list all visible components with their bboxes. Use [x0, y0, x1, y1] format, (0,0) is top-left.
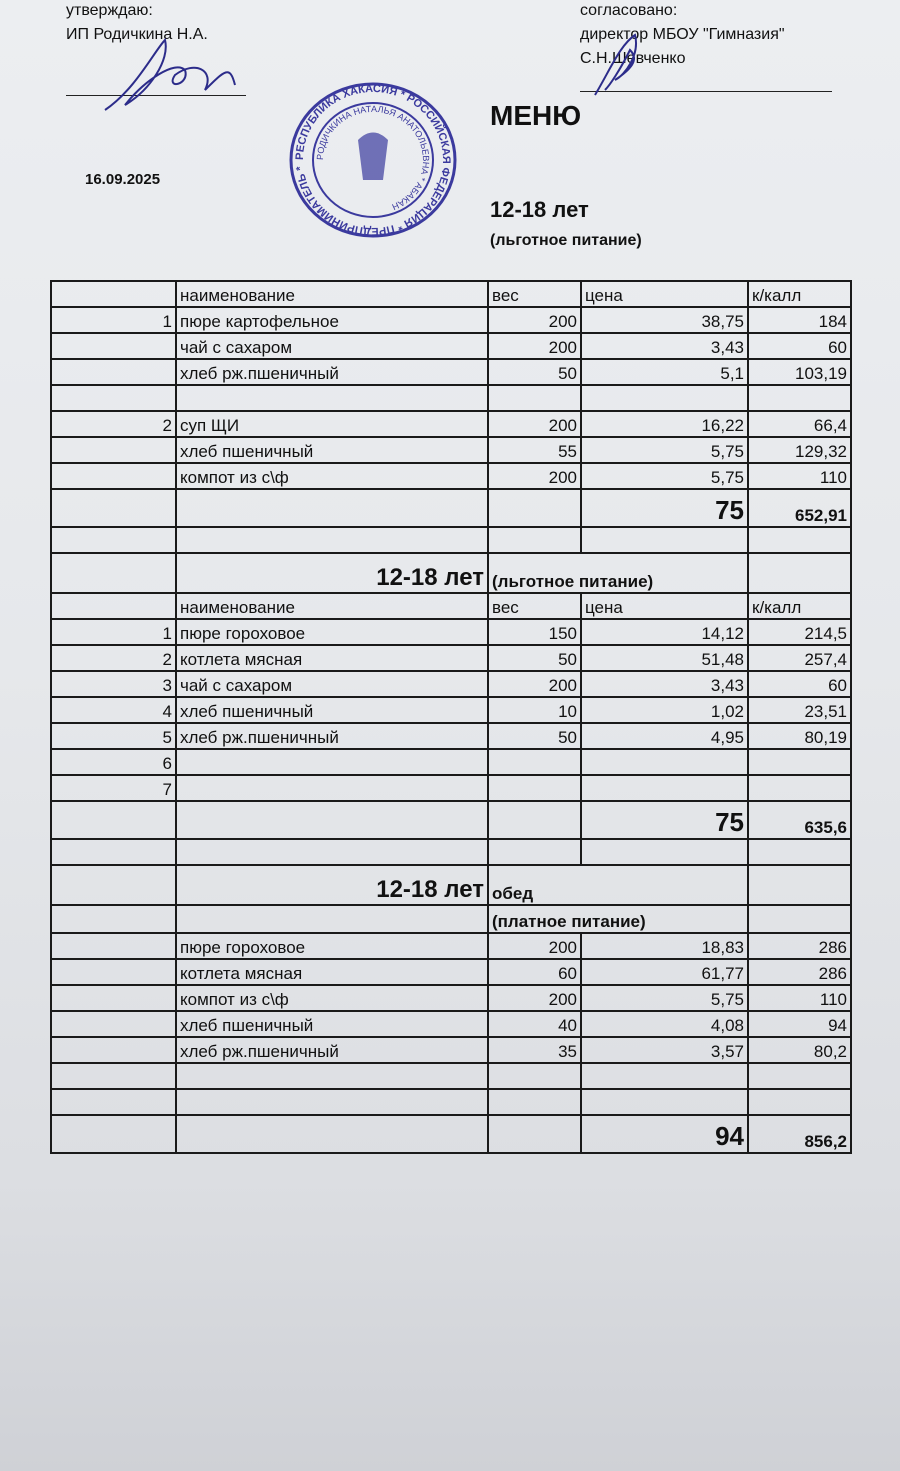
item-name: хлеб пшеничный	[176, 437, 488, 463]
table-row	[51, 671, 851, 697]
item-kcal: 129,32	[748, 437, 851, 463]
item-price: 14,12	[581, 619, 748, 645]
item-kcal: 60	[748, 671, 851, 697]
item-number: 2	[51, 411, 176, 437]
item-number	[51, 385, 176, 411]
official-stamp	[278, 80, 468, 240]
item-number	[51, 1089, 176, 1115]
item-kcal: 94	[748, 1011, 851, 1037]
item-kcal: 110	[748, 463, 851, 489]
item-weight	[488, 527, 581, 553]
item-name: хлеб рж.пшеничный	[176, 1037, 488, 1063]
agreed-signature	[590, 30, 650, 100]
item-name: компот из с\ф	[176, 463, 488, 489]
item-weight: 50	[488, 359, 581, 385]
menu-date: 16.09.2025	[85, 171, 161, 188]
item-kcal: 184	[748, 307, 851, 333]
item-weight	[488, 775, 581, 801]
item-name: пюре картофельное	[176, 307, 488, 333]
item-name: чай с сахаром	[176, 671, 488, 697]
agreed-name: С.Н.Шевченко	[580, 50, 686, 67]
item-kcal: 80,2	[748, 1037, 851, 1063]
table-row	[51, 905, 851, 933]
table-row	[51, 749, 851, 775]
item-kcal: к/калл	[748, 593, 851, 619]
item-price: цена	[581, 281, 748, 307]
menu-table	[50, 280, 852, 1154]
item-name	[176, 775, 488, 801]
item-weight	[488, 839, 581, 865]
item-name: хлеб пшеничный	[176, 1011, 488, 1037]
item-number	[51, 959, 176, 985]
item-number	[51, 865, 176, 905]
item-number	[51, 985, 176, 1011]
item-number	[51, 463, 176, 489]
item-weight: вес	[488, 593, 581, 619]
table-row	[51, 1011, 851, 1037]
item-name: компот из с\ф	[176, 985, 488, 1011]
item-kcal: 110	[748, 985, 851, 1011]
item-weight: 200	[488, 985, 581, 1011]
item-weight: 200	[488, 333, 581, 359]
item-kcal	[748, 905, 851, 933]
table-row	[51, 333, 851, 359]
item-price: 18,83	[581, 933, 748, 959]
item-name	[176, 839, 488, 865]
item-weight: 10	[488, 697, 581, 723]
item-price	[581, 749, 748, 775]
item-kcal: 103,19	[748, 359, 851, 385]
item-number	[51, 1063, 176, 1089]
table-header-row	[51, 593, 851, 619]
table-header-row	[51, 281, 851, 307]
item-price: 16,22	[581, 411, 748, 437]
meal-type: (льготное питание)	[490, 232, 642, 249]
item-weight: 50	[488, 645, 581, 671]
table-row	[51, 463, 851, 489]
item-name: наименование	[176, 281, 488, 307]
section-note: обед	[488, 865, 748, 905]
table-row	[51, 619, 851, 645]
item-weight	[488, 385, 581, 411]
item-kcal	[748, 865, 851, 905]
table-row	[51, 437, 851, 463]
svg-text:РОДИЧКИНА НАТАЛЬЯ АНАТОЛЬЕВНА: РОДИЧКИНА НАТАЛЬЯ АНАТОЛЬЕВНА * АБАКАН	[314, 103, 432, 213]
item-weight	[488, 1115, 581, 1153]
item-name	[176, 1115, 488, 1153]
item-price: 3,43	[581, 333, 748, 359]
table-row	[51, 1089, 851, 1115]
item-name: хлеб рж.пшеничный	[176, 359, 488, 385]
item-number	[51, 281, 176, 307]
item-price: 1,02	[581, 697, 748, 723]
item-name: хлеб рж.пшеничный	[176, 723, 488, 749]
item-name: суп ЩИ	[176, 411, 488, 437]
table-row	[51, 1063, 851, 1089]
item-kcal: 286	[748, 933, 851, 959]
item-weight: 60	[488, 959, 581, 985]
item-kcal: к/калл	[748, 281, 851, 307]
item-number: 4	[51, 697, 176, 723]
item-price: 5,75	[581, 437, 748, 463]
item-price: 51,48	[581, 645, 748, 671]
item-kcal	[748, 1063, 851, 1089]
item-number	[51, 333, 176, 359]
item-weight: 35	[488, 1037, 581, 1063]
item-weight	[488, 1089, 581, 1115]
table-row	[51, 385, 851, 411]
item-number: 6	[51, 749, 176, 775]
item-name: пюре гороховое	[176, 619, 488, 645]
item-name: наименование	[176, 593, 488, 619]
item-name: чай с сахаром	[176, 333, 488, 359]
item-number: 5	[51, 723, 176, 749]
item-weight: вес	[488, 281, 581, 307]
item-weight	[488, 1063, 581, 1089]
total-kcal: 856,2	[748, 1115, 851, 1153]
item-price: 61,77	[581, 959, 748, 985]
agreed-label: согласовано:	[580, 2, 678, 19]
item-number: 1	[51, 307, 176, 333]
item-name	[176, 489, 488, 527]
item-price: 5,1	[581, 359, 748, 385]
item-number	[51, 905, 176, 933]
item-weight: 200	[488, 671, 581, 697]
table-row	[51, 933, 851, 959]
item-name: котлета мясная	[176, 645, 488, 671]
item-weight: 150	[488, 619, 581, 645]
table-row	[51, 307, 851, 333]
item-number: 2	[51, 645, 176, 671]
item-number: 3	[51, 671, 176, 697]
total-row	[51, 1115, 851, 1153]
item-weight: 200	[488, 307, 581, 333]
item-kcal: 60	[748, 333, 851, 359]
item-price: цена	[581, 593, 748, 619]
total-row	[51, 801, 851, 839]
item-kcal: 286	[748, 959, 851, 985]
total-kcal: 652,91	[748, 489, 851, 527]
table-row	[51, 839, 851, 865]
age-group: 12-18 лет	[490, 197, 589, 222]
item-number	[51, 839, 176, 865]
item-number	[51, 801, 176, 839]
item-name	[176, 1063, 488, 1089]
approve-label: утверждаю:	[66, 2, 153, 19]
item-number	[51, 1115, 176, 1153]
section-note: (льготное питание)	[488, 553, 748, 593]
item-number	[51, 1037, 176, 1063]
table-row	[51, 1037, 851, 1063]
item-name	[176, 385, 488, 411]
item-kcal	[748, 749, 851, 775]
item-price	[581, 1063, 748, 1089]
item-weight	[488, 801, 581, 839]
item-kcal: 214,5	[748, 619, 851, 645]
item-price	[581, 385, 748, 411]
item-kcal: 66,4	[748, 411, 851, 437]
item-kcal	[748, 839, 851, 865]
table-row	[51, 527, 851, 553]
section-age: 12-18 лет	[176, 553, 488, 593]
item-price	[581, 527, 748, 553]
item-kcal: 23,51	[748, 697, 851, 723]
item-price: 38,75	[581, 307, 748, 333]
table-row	[51, 723, 851, 749]
table-row	[51, 411, 851, 437]
item-number: 7	[51, 775, 176, 801]
item-number	[51, 437, 176, 463]
item-name	[176, 527, 488, 553]
total-row	[51, 489, 851, 527]
item-kcal	[748, 553, 851, 593]
item-weight	[488, 489, 581, 527]
item-price	[581, 1089, 748, 1115]
item-kcal	[748, 385, 851, 411]
item-price: 5,75	[581, 985, 748, 1011]
item-weight: 200	[488, 933, 581, 959]
item-weight: 55	[488, 437, 581, 463]
item-number	[51, 359, 176, 385]
item-weight: 50	[488, 723, 581, 749]
table-row	[51, 359, 851, 385]
approver-signature	[95, 30, 245, 120]
item-weight: 200	[488, 463, 581, 489]
section-heading-row	[51, 553, 851, 593]
item-number	[51, 933, 176, 959]
item-name: хлеб пшеничный	[176, 697, 488, 723]
item-weight	[488, 749, 581, 775]
table-row	[51, 697, 851, 723]
total-price: 75	[581, 489, 748, 527]
item-kcal	[748, 527, 851, 553]
item-price	[581, 839, 748, 865]
section-note: (платное питание)	[488, 905, 748, 933]
item-name	[176, 1089, 488, 1115]
approver-name: ИП Родичкина Н.А.	[66, 26, 208, 43]
section-age: 12-18 лет	[176, 865, 488, 905]
item-name	[176, 801, 488, 839]
item-name: пюре гороховое	[176, 933, 488, 959]
item-price: 4,08	[581, 1011, 748, 1037]
item-name	[176, 905, 488, 933]
item-number	[51, 553, 176, 593]
table-row	[51, 985, 851, 1011]
item-price: 4,95	[581, 723, 748, 749]
table-row	[51, 645, 851, 671]
svg-text:РЕСПУБЛИКА ХАКАСИЯ * РОССИЙСКА: РЕСПУБЛИКА ХАКАСИЯ * РОССИЙСКАЯ ФЕДЕРАЦИЯ * ПРЕДПРИНИМАТЕЛЬ *	[293, 82, 453, 238]
table-row	[51, 775, 851, 801]
item-number	[51, 489, 176, 527]
item-price: 3,43	[581, 671, 748, 697]
item-price: 3,57	[581, 1037, 748, 1063]
item-kcal	[748, 1089, 851, 1115]
item-weight: 200	[488, 411, 581, 437]
menu-title: МЕНЮ	[490, 100, 582, 131]
section-heading-row	[51, 865, 851, 905]
item-price	[581, 775, 748, 801]
item-name	[176, 749, 488, 775]
item-name: котлета мясная	[176, 959, 488, 985]
item-number	[51, 527, 176, 553]
item-kcal: 80,19	[748, 723, 851, 749]
total-price: 94	[581, 1115, 748, 1153]
item-weight: 40	[488, 1011, 581, 1037]
item-kcal: 257,4	[748, 645, 851, 671]
table-row	[51, 959, 851, 985]
agreed-role: директор МБОУ "Гимназия"	[580, 26, 785, 43]
item-number: 1	[51, 619, 176, 645]
item-number	[51, 593, 176, 619]
total-kcal: 635,6	[748, 801, 851, 839]
total-price: 75	[581, 801, 748, 839]
item-number	[51, 1011, 176, 1037]
item-kcal	[748, 775, 851, 801]
item-price: 5,75	[581, 463, 748, 489]
